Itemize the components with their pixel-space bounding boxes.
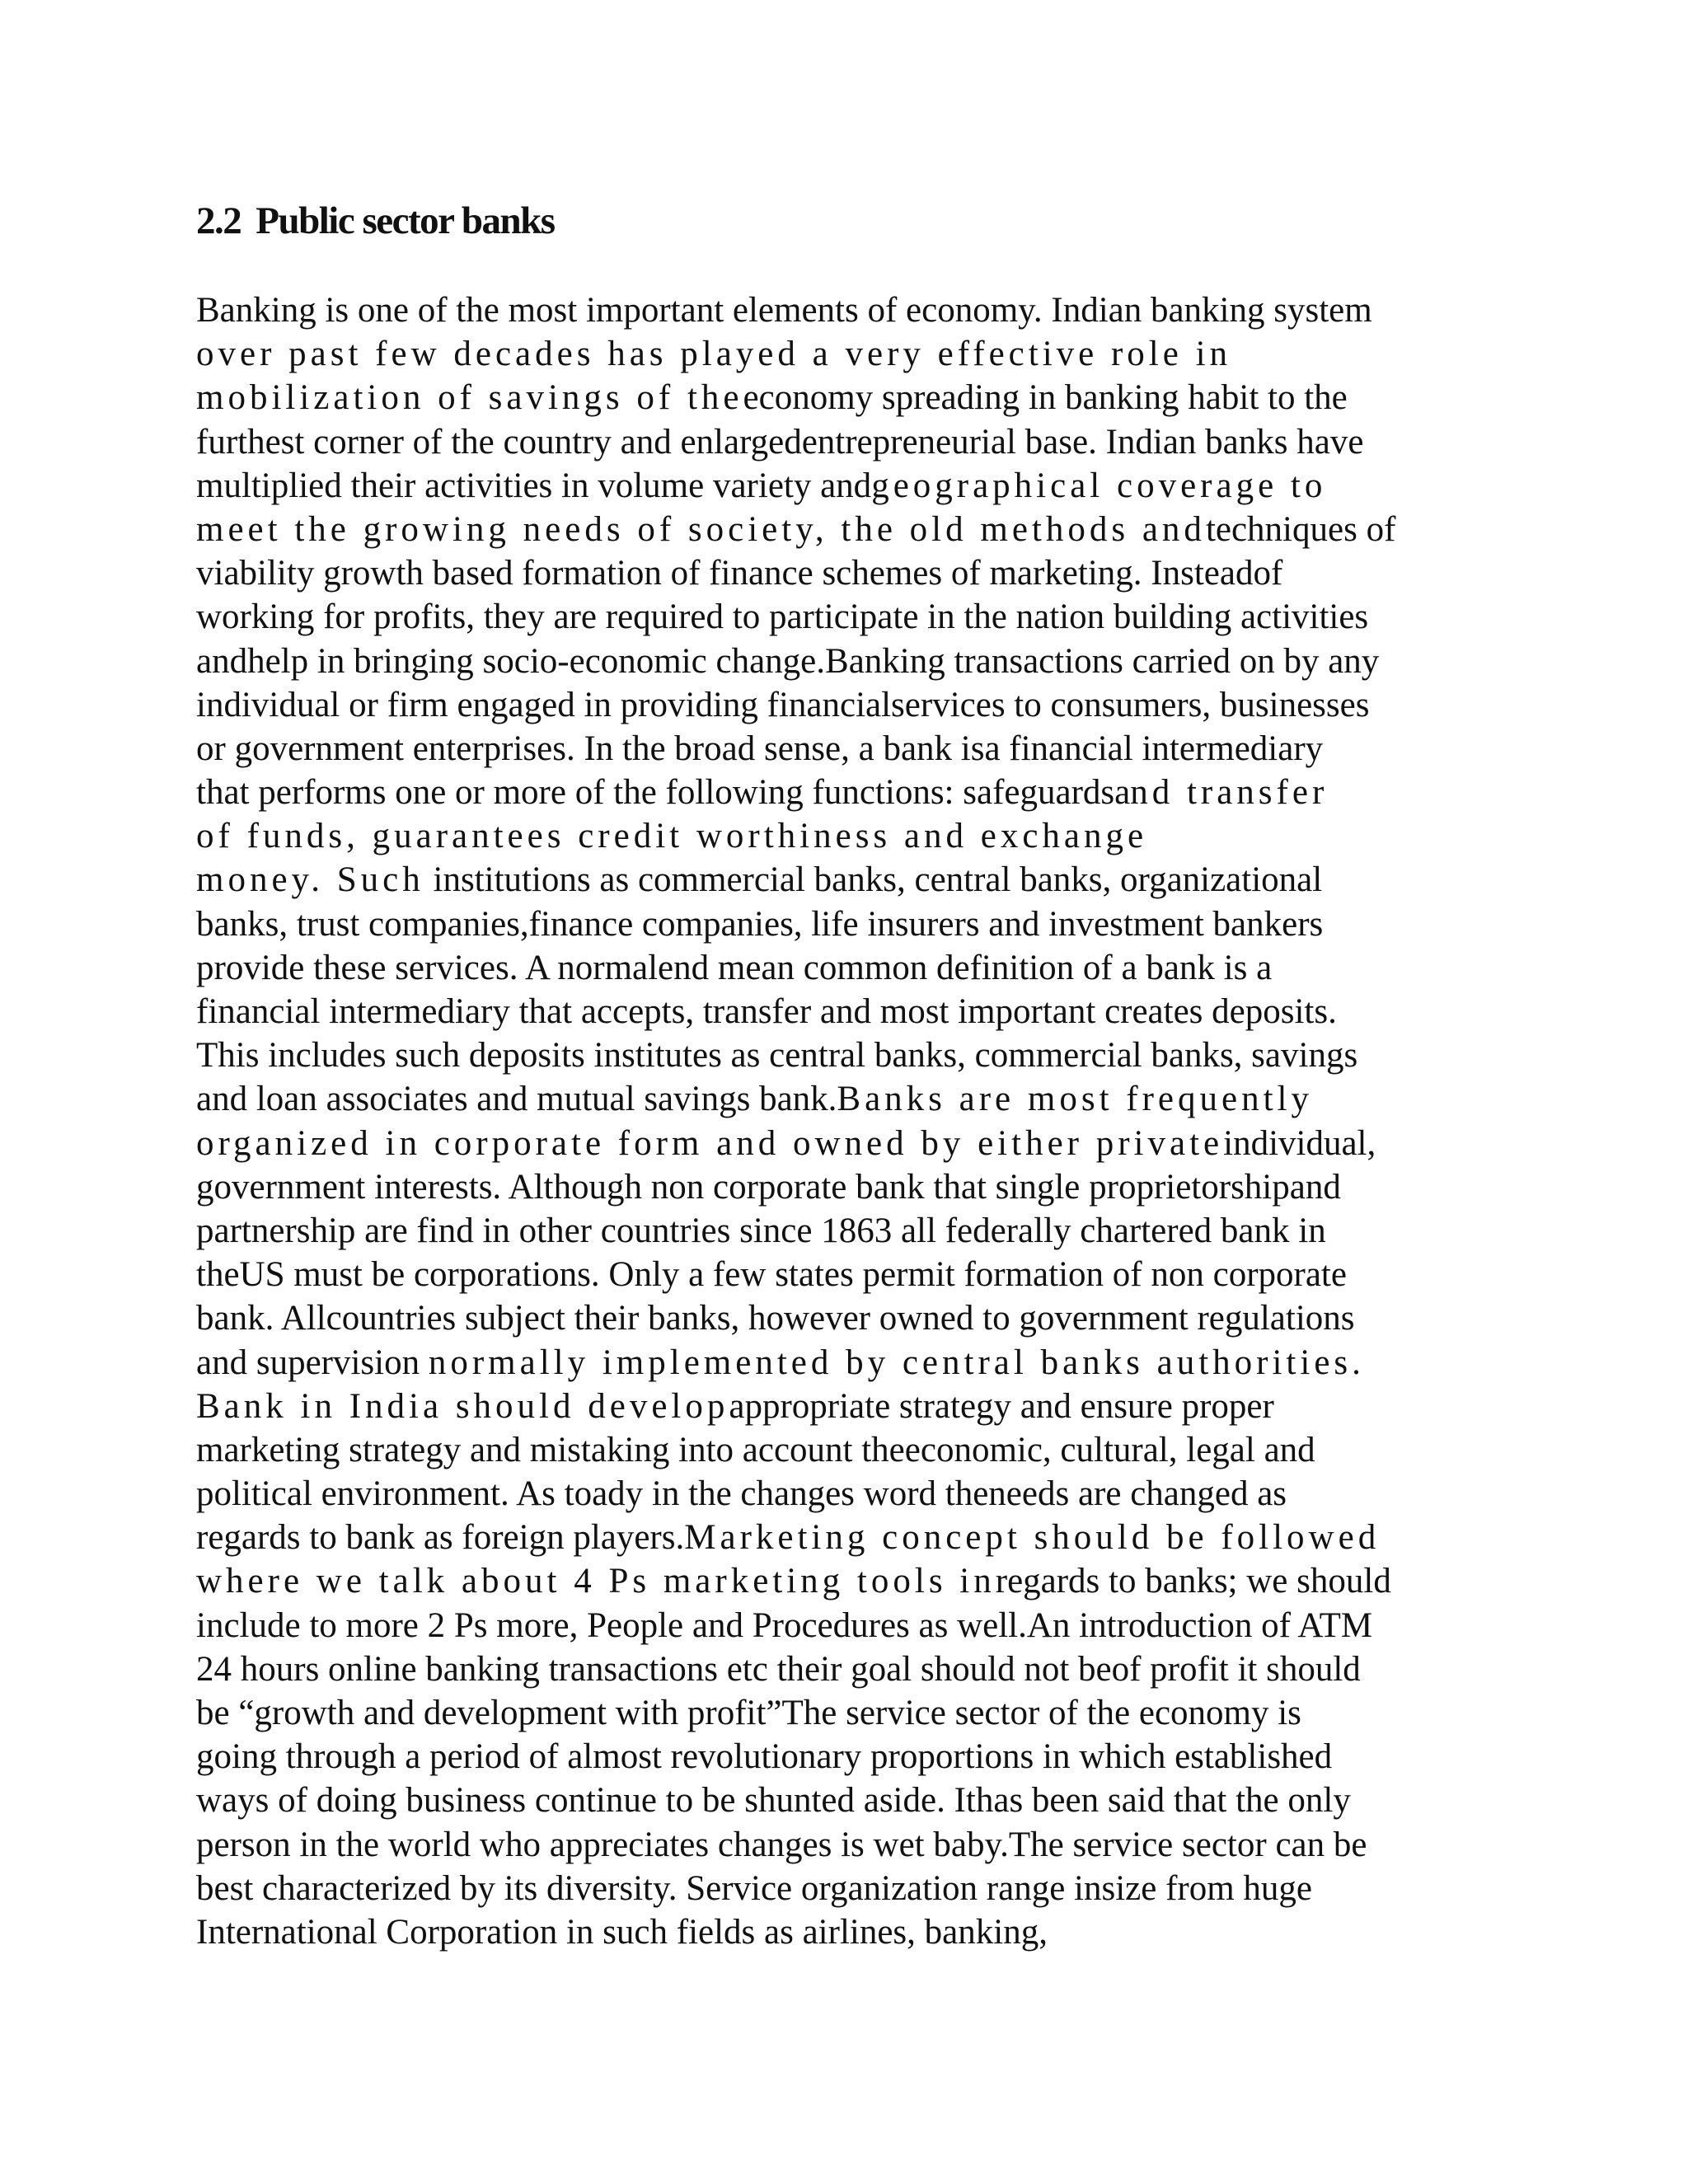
text-segment: meet the growing needs of society, the old methods and bbox=[196, 509, 1206, 549]
text-line bbox=[196, 727, 1515, 771]
text-line bbox=[196, 1033, 1515, 1077]
body-paragraph bbox=[196, 288, 1515, 1954]
text-segment: Banks are most frequently bbox=[837, 1080, 1313, 1119]
text-segment: and loan associates and mutual savings bank. bbox=[196, 1080, 837, 1119]
text-segment: economy spreading in banking habit to the bbox=[743, 378, 1348, 418]
text-line bbox=[196, 1910, 1515, 1954]
text-line bbox=[196, 1559, 1515, 1603]
text-line bbox=[196, 1516, 1515, 1559]
text-segment: where we talk about 4 Ps marketing tools in bbox=[196, 1562, 996, 1601]
text-segment: banks, trust companies,finance companies, life insurers and investment bankers bbox=[196, 904, 1324, 944]
text-segment: This includes such deposits institutes as central banks, commercial banks, savings bbox=[196, 1036, 1358, 1076]
text-segment: include to more 2 Ps more, People and Procedures as well.An introduction of ATM bbox=[196, 1605, 1373, 1645]
text-line bbox=[196, 420, 1515, 464]
text-line bbox=[196, 376, 1515, 419]
text-segment: financial intermediary that accepts, transfer and most important creates deposits. bbox=[196, 992, 1337, 1031]
text-segment: Banking is one of the most important elements of economy. Indian banking system bbox=[196, 291, 1372, 330]
text-line bbox=[196, 1823, 1515, 1867]
text-segment: money. Such bbox=[196, 860, 424, 900]
text-line bbox=[196, 990, 1515, 1033]
section-number: 2.2 bbox=[196, 199, 241, 242]
text-line bbox=[196, 1472, 1515, 1516]
text-segment: that performs one or more of the following functions: safeguardsa bbox=[196, 773, 1131, 813]
text-segment: best characterized by its diversity. Service organization range insize from huge bbox=[196, 1868, 1312, 1908]
text-segment: Bank in India should develop bbox=[196, 1386, 729, 1426]
text-segment: furthest corner of the country and enlargedentrepreneurial base. Indian banks have bbox=[196, 422, 1364, 462]
text-line bbox=[196, 1385, 1515, 1428]
text-line bbox=[196, 1428, 1515, 1472]
text-line bbox=[196, 551, 1515, 595]
text-line bbox=[196, 508, 1515, 551]
text-segment: multiplied their activities in volume variety and bbox=[196, 466, 872, 505]
text-segment: Marketing concept should be followed bbox=[684, 1518, 1381, 1558]
section-title: Public sector banks bbox=[256, 199, 555, 242]
text-segment: normally implemented by central banks authorities. bbox=[428, 1343, 1365, 1382]
text-line bbox=[196, 1122, 1515, 1165]
text-segment: person in the world who appreciates changes is wet baby.The service sector can be bbox=[196, 1825, 1367, 1864]
text-segment: regards to bank as foreign players. bbox=[196, 1518, 685, 1558]
text-segment: of funds, guarantees credit worthiness and exchange bbox=[196, 817, 1148, 856]
text-line bbox=[196, 1165, 1515, 1209]
text-segment: ways of doing business continue to be shunted aside. Ithas been said that the only bbox=[196, 1781, 1351, 1821]
text-segment: appropriate strategy and ensure proper bbox=[729, 1386, 1274, 1426]
text-segment: geographical coverage to bbox=[871, 466, 1327, 505]
text-segment: provide these services. A normalend mean common definition of a bank is a bbox=[196, 948, 1273, 987]
text-segment: be “growth and development with profit”The service sector of the economy is bbox=[196, 1694, 1301, 1732]
section-heading bbox=[196, 196, 555, 246]
text-segment: partnership are find in other countries since 1863 all federally chartered bank in bbox=[196, 1211, 1326, 1250]
text-segment: and supervision bbox=[196, 1343, 429, 1382]
text-segment: individual, bbox=[1223, 1123, 1376, 1163]
text-segment: marketing strategy and mistaking into account theeconomic, cultural, legal and bbox=[196, 1430, 1315, 1469]
text-segment: individual or firm engaged in providing financialservices to consumers, businesses bbox=[196, 685, 1370, 724]
text-line bbox=[196, 946, 1515, 990]
text-line bbox=[196, 771, 1515, 814]
text-line bbox=[196, 1341, 1515, 1385]
text-segment: International Corporation in such fields as airlines, banking, bbox=[196, 1912, 1048, 1952]
text-segment: viability growth based formation of finance schemes of marketing. Insteadof bbox=[196, 554, 1283, 593]
text-line bbox=[196, 1735, 1515, 1779]
text-line bbox=[196, 1604, 1515, 1647]
text-segment: regards to banks; we should bbox=[995, 1562, 1391, 1601]
text-line bbox=[196, 858, 1515, 902]
text-segment: working for profits, they are required to participate in the nation building activities bbox=[196, 598, 1369, 637]
text-segment: techniques of bbox=[1205, 509, 1396, 549]
text-segment: theUS must be corporations. Only a few states permit formation of non corporate bbox=[196, 1255, 1347, 1295]
text-line bbox=[196, 288, 1515, 332]
text-segment: mobilization of savings of the bbox=[196, 378, 743, 418]
text-segment: 24 hours online banking transactions etc their goal should not beof profit it should bbox=[196, 1649, 1361, 1689]
text-segment: andhelp in bringing socio-economic change.Banking transactions carried on by any bbox=[196, 641, 1380, 681]
text-line bbox=[196, 1209, 1515, 1253]
text-line bbox=[196, 683, 1515, 727]
text-segment: bank. Allcountries subject their banks, however owned to government regulations bbox=[196, 1299, 1355, 1338]
text-segment: over past few decades has played a very effective role in bbox=[196, 335, 1232, 374]
text-line bbox=[196, 1647, 1515, 1691]
text-segment: going through a period of almost revolutionary proportions in which established bbox=[196, 1737, 1333, 1777]
text-segment: government interests. Although non corporate bank that single proprietorshipand bbox=[196, 1167, 1341, 1207]
text-line bbox=[196, 640, 1515, 683]
text-segment: institutions as commercial banks, central banks, organizational bbox=[424, 860, 1323, 900]
text-segment: organized in corporate form and owned by either private bbox=[196, 1123, 1224, 1163]
text-line bbox=[196, 1253, 1515, 1296]
text-line bbox=[196, 1691, 1515, 1735]
text-segment: or government enterprises. In the broad sense, a bank isa financial intermediary bbox=[196, 729, 1324, 768]
text-line bbox=[196, 902, 1515, 946]
text-line bbox=[196, 814, 1515, 858]
text-line bbox=[196, 1296, 1515, 1340]
text-line bbox=[196, 464, 1515, 508]
text-line bbox=[196, 1077, 1515, 1121]
text-line bbox=[196, 1779, 1515, 1822]
text-line bbox=[196, 595, 1515, 639]
text-segment: political environment. As toady in the changes word theneeds are changed as bbox=[196, 1474, 1287, 1514]
text-line bbox=[196, 332, 1515, 376]
text-line bbox=[196, 1867, 1515, 1910]
text-segment: nd transfer bbox=[1130, 773, 1329, 813]
